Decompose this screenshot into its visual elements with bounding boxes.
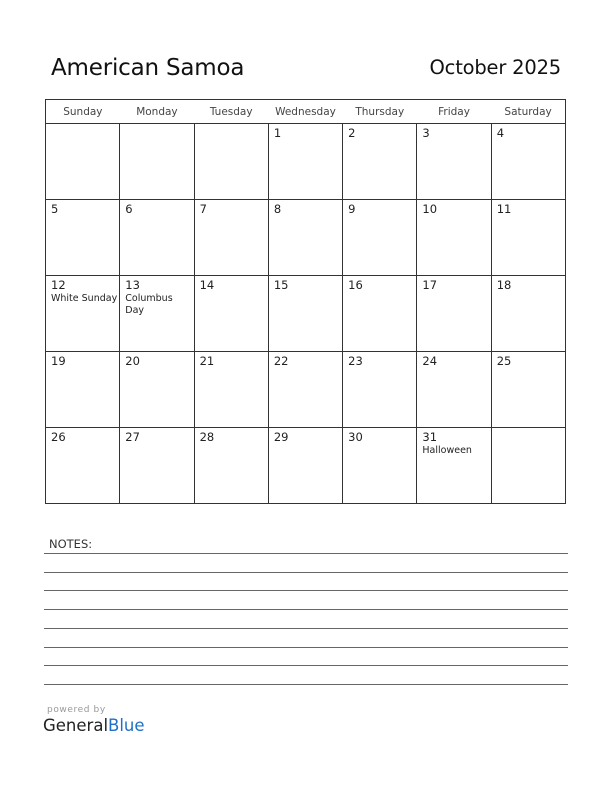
day-number: 30 [348,430,363,444]
holiday-label: Halloween [422,445,472,456]
weekday-header-row [46,100,566,124]
weekday-saturday: Saturday [491,100,565,124]
day-number: 24 [422,354,438,368]
calendar-grid [45,99,566,504]
notes-line [44,609,568,610]
day-cell [417,200,491,276]
weekday-monday: Monday [120,100,194,124]
notes-line [44,684,568,685]
week-row [46,352,566,428]
notes-label: NOTES: [49,537,93,551]
day-cell [194,200,268,276]
notes-line [44,553,568,554]
day-cell [343,200,417,276]
day-cell [343,124,417,200]
day-cell [194,428,268,504]
day-cell [46,200,120,276]
day-number: 18 [496,278,512,292]
week-row [46,276,566,352]
powered-by-text: powered by [47,705,106,715]
day-number: 15 [273,278,289,292]
day-number: 6 [125,202,133,216]
day-cell [120,276,194,352]
day-number: 13 [125,278,140,292]
empty-day-cell [491,428,565,504]
day-cell [343,352,417,428]
day-cell [417,276,491,352]
day-number: 10 [422,202,438,216]
weekday-tuesday: Tuesday [194,100,268,124]
day-number: 4 [496,126,505,140]
empty-day-cell [120,124,194,200]
day-number: 25 [496,354,512,368]
day-number: 28 [199,430,215,444]
day-number: 21 [199,354,215,368]
weekday-wednesday: Wednesday [268,100,342,124]
holiday-label: White Sunday [51,293,118,304]
notes-line [44,665,568,666]
brand-blue: Blue [108,716,145,735]
day-cell [268,428,342,504]
day-cell [268,200,342,276]
notes-line [44,572,568,573]
day-number: 17 [422,278,438,292]
day-number: 31 [422,430,438,444]
day-number: 5 [51,202,59,216]
day-cell [46,428,120,504]
notes-line [44,590,568,591]
calendar-title: American Samoa [51,55,245,81]
day-cell [417,352,491,428]
day-cell [120,200,194,276]
day-number: 14 [199,278,215,292]
weekday-sunday: Sunday [46,100,120,124]
day-number: 8 [273,202,282,216]
day-cell [491,200,565,276]
day-cell [268,276,342,352]
day-number: 27 [125,430,140,444]
day-number: 26 [51,430,66,444]
day-cell [194,276,268,352]
day-number: 11 [496,202,512,216]
day-cell [46,276,120,352]
day-cell [491,124,565,200]
day-cell [491,352,565,428]
day-cell [194,352,268,428]
month-year: October 2025 [429,56,561,79]
notes-line [44,628,568,629]
day-number: 19 [51,354,66,368]
day-number: 29 [273,430,289,444]
day-cell [343,276,417,352]
day-number: 3 [422,126,430,140]
day-cell [268,124,342,200]
day-cell [343,428,417,504]
week-row [46,428,566,504]
weekday-friday: Friday [417,100,491,124]
day-number: 9 [348,202,356,216]
day-number: 20 [125,354,140,368]
generalblue-logo[interactable] [43,716,145,735]
day-cell [417,124,491,200]
day-cell [46,352,120,428]
day-number: 1 [273,126,282,140]
day-number: 22 [273,354,289,368]
week-row [46,124,566,200]
day-number: 16 [348,278,363,292]
weekday-thursday: Thursday [343,100,417,124]
day-number: 23 [348,354,363,368]
day-cell [120,428,194,504]
week-row [46,200,566,276]
day-cell [417,428,491,504]
day-cell [120,352,194,428]
day-number: 2 [348,126,356,140]
day-cell [491,276,565,352]
day-cell [268,352,342,428]
brand-general: General [43,716,109,735]
empty-day-cell [46,124,120,200]
empty-day-cell [194,124,268,200]
day-number: 7 [199,202,207,216]
day-number: 12 [51,278,66,292]
notes-line [44,647,568,648]
holiday-label: Columbus Day [125,293,173,316]
